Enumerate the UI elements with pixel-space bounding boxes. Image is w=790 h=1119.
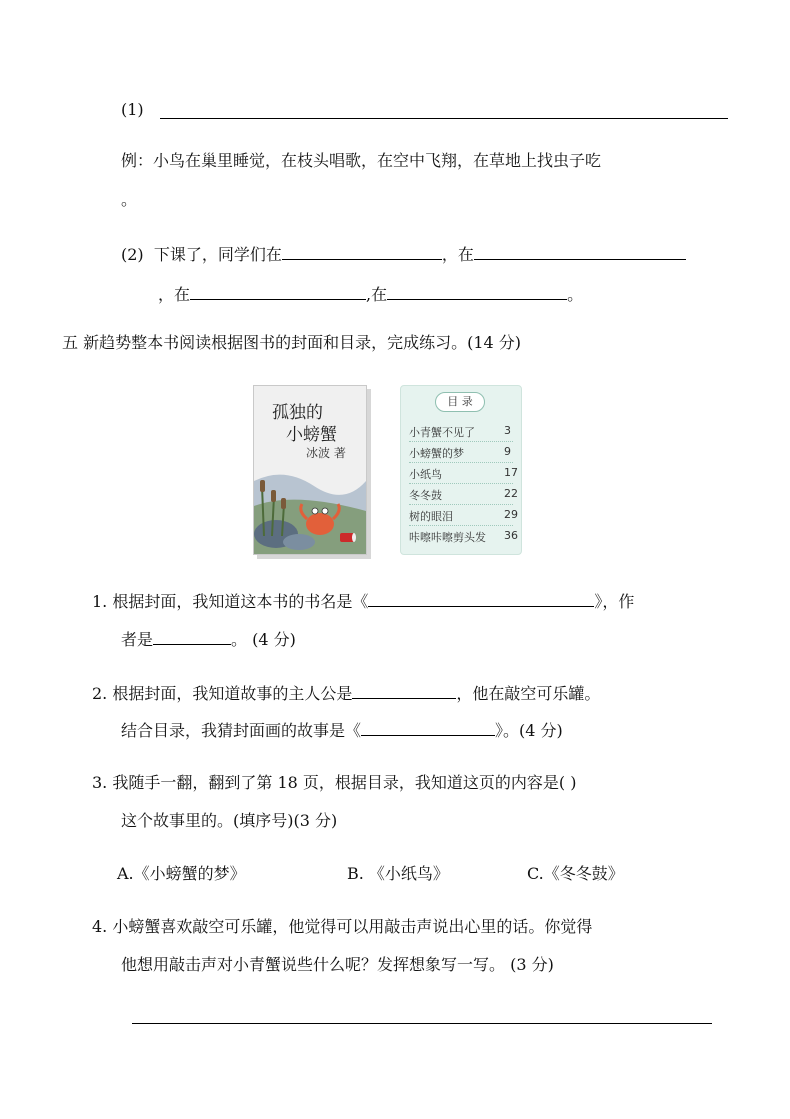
answer-blank-protagonist[interactable] (352, 682, 456, 699)
question-4-line2: 他想用敲击声对小青蟹说些什么呢？发挥想象写一写。 (3 分) (121, 955, 554, 974)
q1-text-a: 1. 根据封面，我知道这本书的书名是《 (92, 592, 369, 611)
item2-text-a: 下课了，同学们在 (153, 245, 282, 264)
toc-item: 咔嚓咔嚓剪头发 36 (409, 529, 518, 544)
q3-option-c[interactable]: C.《冬冬鼓》 (527, 864, 624, 883)
item2-line2-b: ,在 (366, 285, 388, 304)
item2-line2-c: 。 (567, 285, 584, 304)
answer-line-q4[interactable] (132, 1023, 712, 1024)
item1-label: (1) (121, 100, 144, 119)
q2-text-b: ，他在敲空可乐罐。 (456, 684, 601, 703)
q1-text-c: 者是 (121, 630, 154, 649)
example-end: 。 (121, 190, 138, 209)
toc-item: 小纸鸟 17 (409, 466, 518, 481)
cover-author: 冰波 著 (306, 446, 346, 460)
cover-title-line2: 小螃蟹 (286, 425, 337, 445)
question-2-line2 (121, 719, 563, 741)
cover-title-line1: 孤独的 (272, 403, 323, 423)
toc-header: 目 录 (435, 392, 485, 412)
q1-text-d: 。 (4 分) (231, 630, 296, 649)
q2-text-a: 2. 根据封面，我知道故事的主人公是 (92, 684, 353, 703)
item2-line2-a: ，在 (158, 285, 191, 304)
q3-option-a[interactable]: A.《小螃蟹的梦》 (117, 864, 246, 883)
answer-blank[interactable] (474, 243, 686, 260)
q1-text-b: 》，作 (594, 592, 635, 611)
book-cover-image (253, 385, 367, 555)
toc-item: 小螃蟹的梦 9 (409, 445, 511, 460)
toc-item: 树的眼泪 29 (409, 508, 518, 523)
q2-text-c: 结合目录，我猜封面画的故事是《 (121, 721, 362, 740)
question-2-line1 (92, 682, 600, 704)
answer-blank[interactable] (282, 243, 442, 260)
toc-item: 小青蟹不见了 3 (409, 424, 511, 439)
question-3-line1: 3. 我随手一翻，翻到了第 18 页，根据目录，我知道这页的内容是( ) (92, 773, 577, 792)
question-4-line1: 4. 小螃蟹喜欢敲空可乐罐，他觉得可以用敲击声说出心里的话。你觉得 (92, 917, 593, 936)
table-of-contents (400, 385, 522, 555)
answer-line-1[interactable] (160, 118, 728, 119)
item2-label: (2) (121, 245, 144, 264)
item2-line2 (158, 283, 583, 305)
q2-text-d: 》。(4 分) (495, 721, 563, 740)
answer-blank-book-title[interactable] (368, 590, 594, 607)
answer-blank-story[interactable] (361, 719, 495, 736)
answer-blank[interactable] (387, 283, 567, 300)
example-text: 例：小鸟在巢里睡觉，在枝头唱歌，在空中飞翔，在草地上找虫子吃 (121, 151, 602, 170)
question-1-line2 (121, 628, 296, 650)
answer-blank-author[interactable] (153, 628, 231, 645)
answer-blank[interactable] (190, 283, 366, 300)
toc-item: 冬冬鼓 22 (409, 487, 518, 502)
question-3-line2: 这个故事里的。(填序号)(3 分) (121, 811, 338, 830)
item2-line1 (121, 243, 686, 265)
question-1-line1 (92, 590, 634, 612)
q3-option-b[interactable]: B. 《小纸鸟》 (347, 864, 449, 883)
section5-heading: 五 新趋势整本书阅读根据图书的封面和目录，完成练习。(14 分) (62, 333, 522, 352)
item2-text-b: ，在 (441, 245, 474, 264)
